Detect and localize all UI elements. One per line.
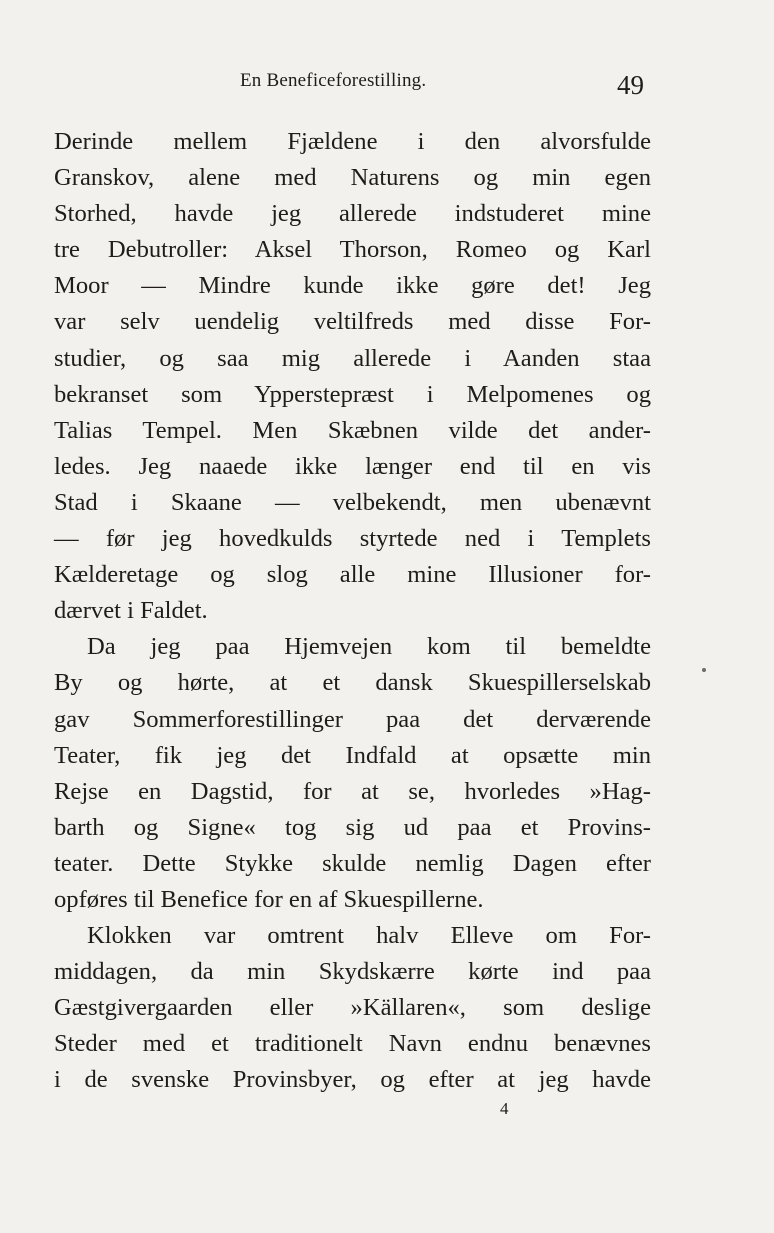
paragraph-start-line: Klokken var omtrent halv Elleve om For-: [87, 922, 651, 950]
text-line: teater. Dette Stykke skulde nemlig Dagen efter: [54, 849, 651, 877]
text-line: studier, og saa mig allerede i Aanden staa: [54, 344, 651, 372]
text-line: Derinde mellem Fjældene i den alvorsfulde: [54, 128, 651, 155]
body-text: [54, 124, 651, 1099]
text-line: Gæstgivergaarden eller »Källaren«, som deslige: [54, 994, 651, 1022]
text-line: Kælderetage og slog alle mine Illusioner for-: [54, 561, 651, 589]
text-line: By og hørte, at et dansk Skuespillerselskab: [54, 669, 651, 697]
text-line: Rejse en Dagstid, for at se, hvorledes »Hag-: [54, 777, 651, 805]
text-line: Granskov, alene med Naturens og min egen: [54, 164, 651, 192]
text-line: tre Debutroller: Aksel Thorson, Romeo og Karl: [54, 236, 651, 264]
text-line: dærvet i Faldet.: [54, 597, 208, 625]
text-line: var selv uendelig veltilfreds med disse For-: [54, 308, 651, 336]
running-head: En Beneficeforestilling.: [240, 70, 427, 91]
text-line: ledes. Jeg naaede ikke længer end til en vis: [54, 452, 651, 480]
text-line: — før jeg hovedkulds styrtede ned i Templets: [54, 525, 651, 553]
paper-speck: [702, 668, 706, 672]
text-line: Talias Tempel. Men Skæbnen vilde det ander-: [54, 416, 651, 444]
text-line: opføres til Benefice for en af Skuespillerne.: [54, 885, 484, 913]
text-line: i de svenske Provinsbyer, og efter at jeg havde: [54, 1066, 651, 1094]
signature-mark: 4: [500, 1099, 509, 1118]
text-line: Moor — Mindre kunde ikke gøre det! Jeg: [54, 272, 651, 300]
text-line: Teater, fik jeg det Indfald at opsætte min: [54, 741, 651, 769]
text-line: Stad i Skaane — velbekendt, men ubenævnt: [54, 488, 651, 516]
text-line: Steder med et traditionelt Navn endnu benævnes: [54, 1030, 651, 1058]
text-line: bekranset som Ypperstepræst i Melpomenes og: [54, 380, 651, 408]
text-line: barth og Signe« tog sig ud paa et Provins-: [54, 813, 651, 841]
text-line: Storhed, havde jeg allerede indstuderet mine: [54, 200, 651, 228]
text-line: middagen, da min Skydskærre kørte ind paa: [54, 958, 651, 986]
page-number: 49: [617, 70, 644, 100]
paragraph-start-line: Da jeg paa Hjemvejen kom til bemeldte: [87, 633, 651, 661]
text-line: gav Sommerforestillinger paa det derværende: [54, 705, 651, 733]
